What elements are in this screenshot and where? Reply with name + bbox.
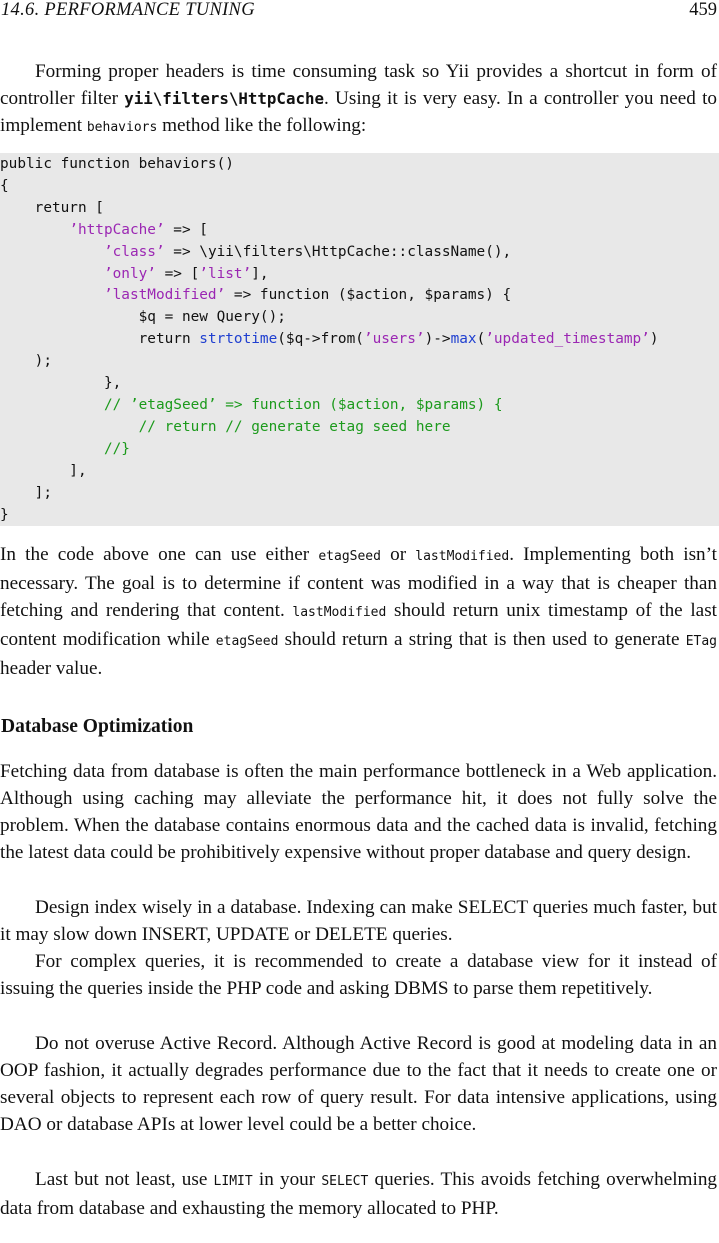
intro-text-3: method like the following: — [157, 115, 367, 137]
db-paragraph-1: Fetching data from database is often the main performance bottleneck in a Web application. Although using caching may alleviate the performance hit, it does not fully solve the problem. When the database contains enormous data and the cached data is invalid, fetching the latest data could be prohibitively expensive without proper database and query design. — [0, 761, 717, 864]
db-paragraph-3: For complex queries, it is recommended to create a database view for it instead of issuing the queries inside the PHP code and asking DBMS to parse them repetitively. — [0, 951, 717, 1000]
explanation-paragraph: In the code above one can use either etagSeed or lastModified. Implementing both isn’t necessary. The goal is to determine if content was modified in a way that is cheaper than fetching and rendering that content. lastModified should return unix timestamp of the last content modification while etagSeed should return a string that is then used to generate ETag header value. — [0, 544, 717, 680]
behaviors-code: behaviors — [86, 120, 158, 136]
section-title: 14.6. PERFORMANCE TUNING — [1, 0, 255, 20]
db-paragraph-4: Do not overuse Active Record. Although Active Record is good at modeling data in an OOP fashion, it actually degrades performance due to the fact that it needs to create one or several objects to represent each row of query result. For data intensive applications, using DAO or database APIs at lower level could be a better choice. — [0, 1033, 717, 1136]
httpcache-class-code: yii\filters\HttpCache — [124, 89, 324, 109]
page-number: 459 — [689, 0, 717, 20]
intro-paragraph — [0, 58, 717, 141]
section-heading: Database Optimization — [1, 716, 194, 737]
code-block — [0, 153, 719, 526]
running-header — [0, 0, 719, 22]
db-paragraph-2: Design index wisely in a database. Indexing can make SELECT queries much faster, but it may slow down INSERT, UPDATE or DELETE queries. — [0, 897, 717, 946]
intro-text-2: . Using it is very easy. In a controller you need to implement — [0, 88, 717, 137]
db-paragraph-5: Last but not least, use LIMIT in your SELECT queries. This avoids fetching overwhelming data from database and exhausting the memory allocated to PHP. — [0, 1169, 718, 1220]
intro-text-1: Forming proper headers is time consuming task so Yii provides a shortcut in form of controller filter — [0, 61, 717, 110]
code-listing: public function behaviors() { return [ ’httpCache’ => [ ’class’ => \yii\filters\HttpCache::className(), ’only’ => [’list’], ’lastModified’ => function ($action, $params) { $q = new Query(); return strtotime($q->from(’users’)->max(’updated_timestamp’) ); }, // ’etagSeed’ => function ($action, $params) { // return // generate etag seed here //} ], ]; } — [0, 156, 659, 523]
